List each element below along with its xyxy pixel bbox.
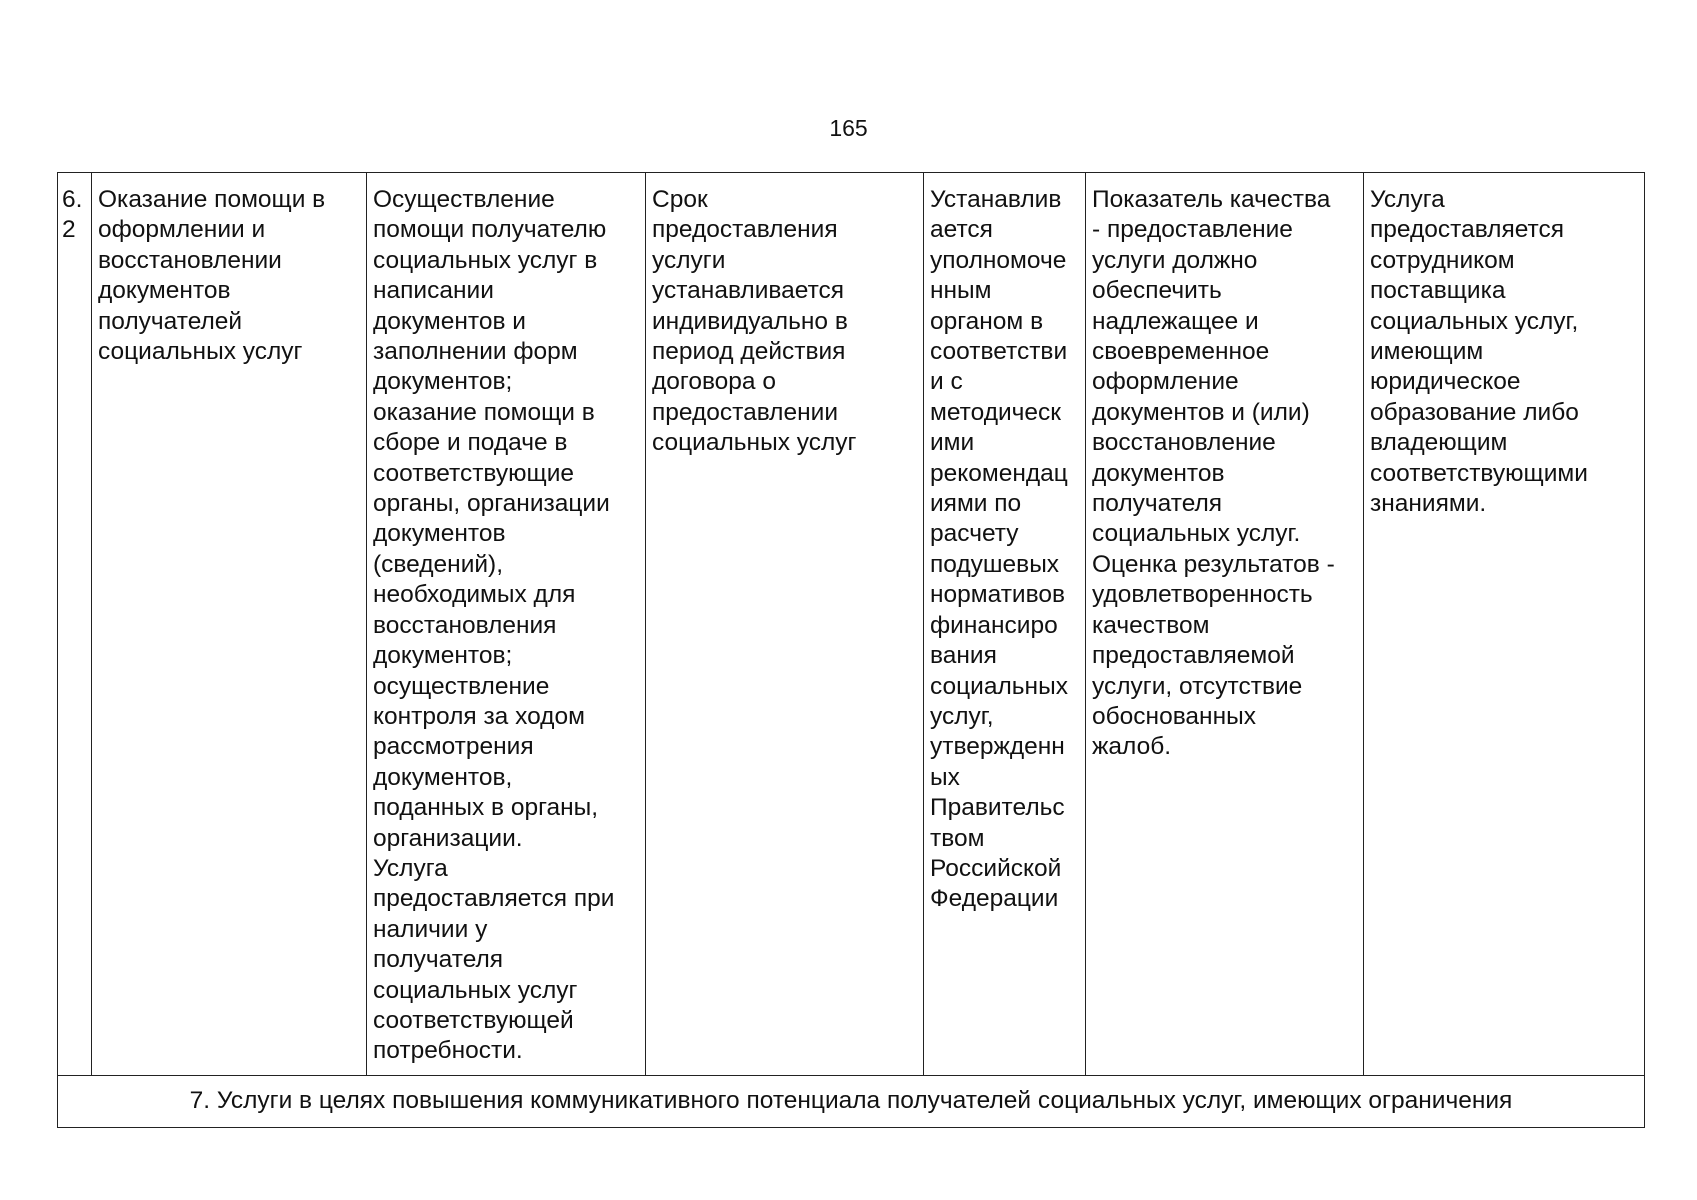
section-row <box>58 1075 1645 1127</box>
page-number: 165 <box>829 115 868 141</box>
row-number: 6. 2 <box>58 173 92 1076</box>
quality-indicators-cell: Показатель качества - предоставление услуги должно обеспечить надлежащее и своевременное оформление документов и (или) восстановление документов получателя социальных услуг. Оценка результатов - удовлетворенность качеством предоставляемой услуги, отсутствие обоснованных жалоб. <box>1086 173 1364 1076</box>
service-term-cell: Срок предоставления услуги устанавливается индивидуально в период действия договора о предоставлении социальных услуг <box>646 173 924 1076</box>
table-row <box>58 173 1645 1076</box>
services-table <box>57 172 1645 1128</box>
section-heading: 7. Услуги в целях повышения коммуникативного потенциала получателей социальных услуг, имеющих ограничения <box>58 1075 1645 1127</box>
service-description-cell: Осуществление помощи получателю социальных услуг в написании документов и заполнении форм документов; оказание помощи в сборе и подаче в соответствующие органы, организации документов (сведений), необходимых для восстановления документов; осуществление контроля за ходом рассмотрения документов, поданных в органы, организации. Услуга предоставляется при наличии у получателя социальных услуг соответствующей потребности. <box>367 173 646 1076</box>
service-name-cell: Оказание помощи в оформлении и восстановлении документов получателей социальных услуг <box>92 173 367 1076</box>
service-conditions-cell: Услуга предоставляется сотрудником поставщика социальных услуг, имеющим юридическое образование либо владеющим соответствующими знаниями. <box>1364 173 1645 1076</box>
funding-cell: Устанавлив ается уполномоче нным органом в соответстви и с методическ ими рекомендац иями по расчету подушевых нормативов финансиро вания социальных услуг, утвержденн ых Правительс твом Российской Федерации <box>924 173 1086 1076</box>
